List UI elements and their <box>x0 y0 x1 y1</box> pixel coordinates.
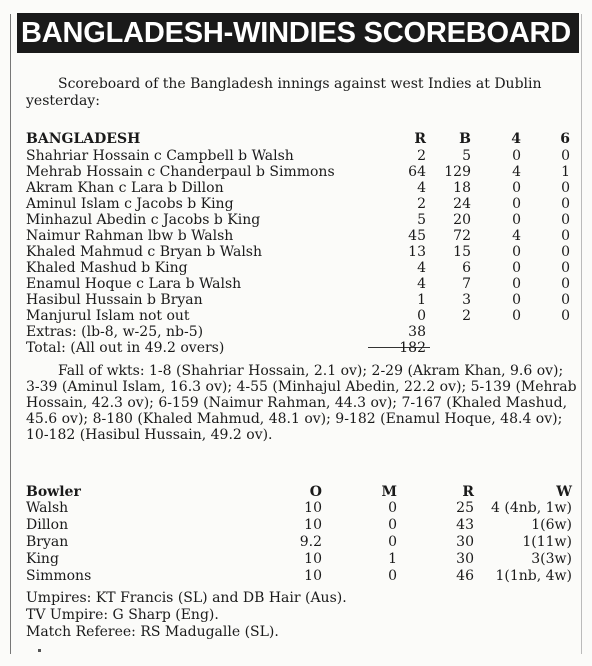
maidens: 1 <box>388 551 397 567</box>
runs-conceded: 46 <box>456 568 474 584</box>
header-fours: 4 <box>511 131 521 147</box>
wickets: 1(1nb, 4w) <box>495 568 572 584</box>
batsman-name: Hasibul Hussain b Bryan <box>26 292 203 308</box>
batsman-name: Aminul Islam c Jacobs b King <box>26 196 234 212</box>
sixes: 0 <box>561 292 570 308</box>
bowling-row <box>26 517 578 533</box>
maidens: 0 <box>388 517 397 533</box>
wickets: 1(6w) <box>531 517 572 533</box>
fours: 0 <box>512 260 521 276</box>
runs: 64 <box>408 164 426 180</box>
fours: 0 <box>512 180 521 196</box>
batting-row <box>26 244 578 260</box>
runs-conceded: 30 <box>456 534 474 550</box>
bowler-name: Dillon <box>26 517 69 533</box>
runs-conceded: 30 <box>456 551 474 567</box>
bowling-row <box>26 500 578 516</box>
balls: 72 <box>453 228 471 244</box>
runs: 2 <box>417 196 426 212</box>
batting-header <box>26 131 578 147</box>
umpires: Umpires: KT Francis (SL) and DB Hair (Aus). <box>26 590 347 606</box>
maidens: 0 <box>388 500 397 516</box>
right-border <box>581 14 582 654</box>
fours: 0 <box>512 292 521 308</box>
total-row <box>26 340 578 356</box>
runs: 4 <box>417 260 426 276</box>
balls: 2 <box>462 308 471 324</box>
fours: 0 <box>512 244 521 260</box>
runs: 4 <box>417 276 426 292</box>
tv-umpire: TV Umpire: G Sharp (Eng). <box>26 607 219 623</box>
runs: 45 <box>408 228 426 244</box>
fours: 0 <box>512 212 521 228</box>
balls: 15 <box>453 244 471 260</box>
bowling-row <box>26 534 578 550</box>
balls: 3 <box>462 292 471 308</box>
batting-row <box>26 148 578 164</box>
fours: 0 <box>512 276 521 292</box>
overs: 9.2 <box>299 534 322 550</box>
balls: 20 <box>453 212 471 228</box>
sixes: 0 <box>561 212 570 228</box>
bowler-name: Walsh <box>26 500 69 516</box>
sixes: 0 <box>561 180 570 196</box>
maidens: 0 <box>388 568 397 584</box>
overs: 10 <box>304 568 322 584</box>
team-name: BANGLADESH <box>26 131 141 147</box>
sixes: 0 <box>561 244 570 260</box>
sixes: 1 <box>561 164 570 180</box>
total-runs: 182 <box>399 340 426 356</box>
overs: 10 <box>304 551 322 567</box>
extras-runs: 38 <box>408 324 426 340</box>
header-balls: B <box>459 131 471 147</box>
batting-row <box>26 260 578 276</box>
batting-row <box>26 228 578 244</box>
wickets: 3(3w) <box>531 551 572 567</box>
match-referee: Match Referee: RS Madugalle (SL). <box>26 624 279 640</box>
header-wickets: W <box>556 484 572 500</box>
left-border <box>10 14 11 654</box>
header-overs: O <box>309 484 322 500</box>
header-runs: R <box>414 131 426 147</box>
overs: 10 <box>304 517 322 533</box>
balls: 5 <box>462 148 471 164</box>
sixes: 0 <box>561 308 570 324</box>
sixes: 0 <box>561 148 570 164</box>
header-sixes: 6 <box>560 131 570 147</box>
header-maidens: M <box>381 484 397 500</box>
extras-row <box>26 324 578 340</box>
batsman-name: Shahriar Hossain c Campbell b Walsh <box>26 148 294 164</box>
runs: 0 <box>417 308 426 324</box>
runs: 2 <box>417 148 426 164</box>
batsman-name: Khaled Mashud b King <box>26 260 188 276</box>
maidens: 0 <box>388 534 397 550</box>
fours: 0 <box>512 148 521 164</box>
balls: 129 <box>444 164 471 180</box>
bowling-row <box>26 568 578 584</box>
runs-conceded: 43 <box>456 517 474 533</box>
batting-row <box>26 164 578 180</box>
batsman-name: Mehrab Hossain c Chanderpaul b Simmons <box>26 164 335 180</box>
runs-conceded: 25 <box>456 500 474 516</box>
bowling-header <box>26 484 578 500</box>
batsman-name: Akram Khan c Lara b Dillon <box>26 180 224 196</box>
bowler-name: King <box>26 551 59 567</box>
batsman-name: Minhazul Abedin c Jacobs b King <box>26 212 261 228</box>
bowler-name: Simmons <box>26 568 92 584</box>
bowling-row <box>26 551 578 567</box>
batting-row <box>26 308 578 324</box>
fours: 0 <box>512 196 521 212</box>
sixes: 0 <box>561 228 570 244</box>
wickets: 1(11w) <box>522 534 572 550</box>
overs: 10 <box>304 500 322 516</box>
total-label: Total: (All out in 49.2 overs) <box>26 340 225 356</box>
sixes: 0 <box>561 196 570 212</box>
runs: 4 <box>417 180 426 196</box>
runs: 13 <box>408 244 426 260</box>
wickets: 4 (4nb, 1w) <box>491 500 572 516</box>
fours: 0 <box>512 308 521 324</box>
runs: 5 <box>417 212 426 228</box>
batsman-name: Naimur Rahman lbw b Walsh <box>26 228 234 244</box>
extras-label: Extras: (lb-8, w-25, nb-5) <box>26 324 204 340</box>
intro-paragraph: Scoreboard of the Bangladesh innings against west Indies at Dublin yesterday: <box>26 76 542 109</box>
fours: 4 <box>512 164 521 180</box>
batting-row <box>26 292 578 308</box>
headline: BANGLADESH-WINDIES SCOREBOARD <box>17 13 579 53</box>
batsman-name: Khaled Mahmud c Bryan b Walsh <box>26 244 263 260</box>
fours: 4 <box>512 228 521 244</box>
balls: 6 <box>462 260 471 276</box>
bowler-name: Bryan <box>26 534 69 550</box>
batting-row <box>26 180 578 196</box>
batsman-name: Enamul Hoque c Lara b Walsh <box>26 276 242 292</box>
balls: 18 <box>453 180 471 196</box>
batsman-name: Manjurul Islam not out <box>26 308 190 324</box>
batting-row <box>26 212 578 228</box>
header-runs: R <box>462 484 474 500</box>
batting-row <box>26 196 578 212</box>
print-speck <box>38 649 41 652</box>
runs: 1 <box>417 292 426 308</box>
sixes: 0 <box>561 260 570 276</box>
header-bowler: Bowler <box>26 484 81 500</box>
batting-row <box>26 276 578 292</box>
balls: 24 <box>453 196 471 212</box>
balls: 7 <box>462 276 471 292</box>
sixes: 0 <box>561 276 570 292</box>
fall-of-wickets: Fall of wkts: 1-8 (Shahriar Hossain, 2.1 ov); 2-29 (Akram Khan, 9.6 ov); 3-39 (Aminul Islam, 16.3 ov); 4-55 (Minhajul Abedin, 22.2 ov); 5-139 (Mehrab Hossain, 42.3 ov); 6-159 (Naimur Rahman, 44.3 ov); 7-167 (Khaled Mashud, 45.6 ov); 8-180 (Khaled Mahmud, 48.1 ov); 9-182 (Enamul Hoque, 48.4 ov); 10-182 (Hasibul Hussain, 49.2 ov). <box>26 363 577 443</box>
